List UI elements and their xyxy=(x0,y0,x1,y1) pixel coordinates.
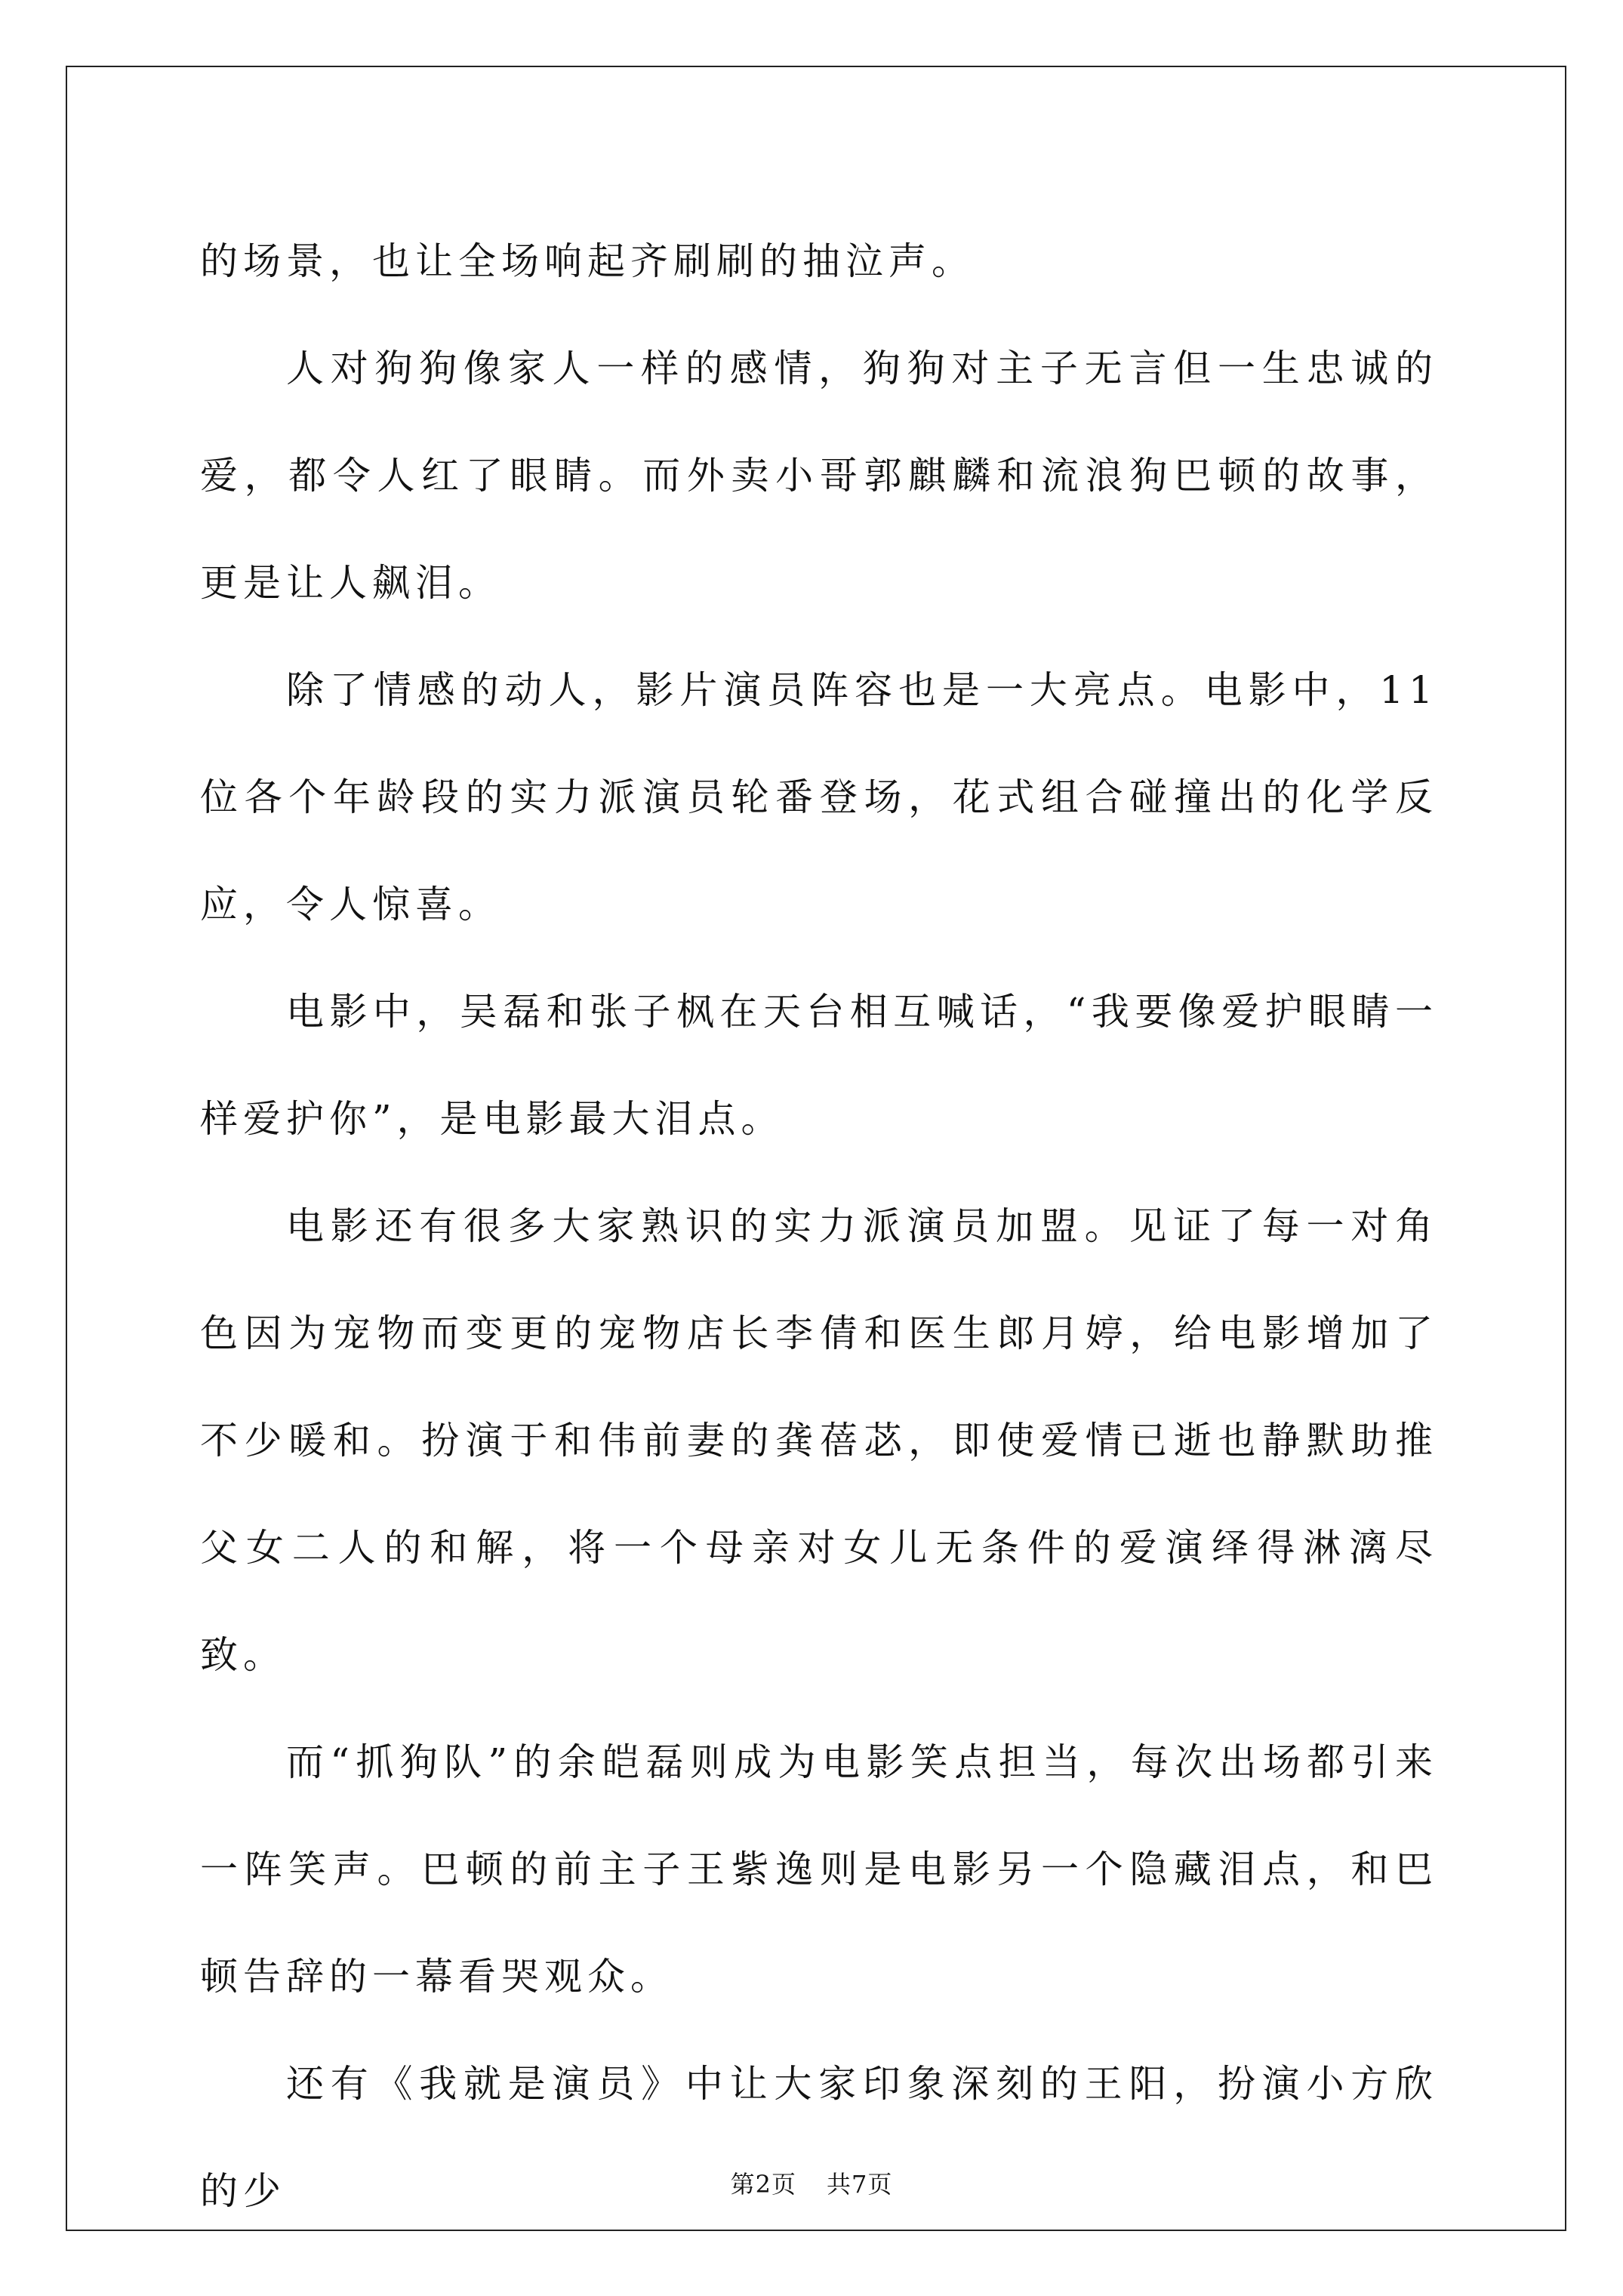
page-total: 共7页 xyxy=(827,2170,893,2199)
page-number: 第2页 xyxy=(730,2170,796,2199)
paragraph-5: 电影还有很多大家熟识的实力派演员加盟。见证了每一对角色因为宠物而变更的宠物店长李倩和医生郎月婷，给电影增加了不少暖和。扮演于和伟前妻的龚蓓苾，即使爱情已逝也静默助推父女二人的和解，将一个母亲对女儿无条件的爱演绎得淋漓尽致。 xyxy=(200,1204,1438,1677)
paragraph-7: 还有《我就是演员》中让大家印象深刻的王阳，扮演小方欣的少 xyxy=(200,2062,1438,2213)
paragraph-1: 的场景，也让全场响起齐刷刷的抽泣声。 xyxy=(200,239,975,283)
paragraph-4: 电影中，吴磊和张子枫在天台相互喊话，“我要像爱护眼睛一样爱护你”，是电影最大泪点。 xyxy=(200,990,1438,1141)
paragraph-2: 人对狗狗像家人一样的感情，狗狗对主子无言但一生忠诚的爱，都令人红了眼睛。而外卖小哥郭麒麟和流浪狗巴顿的故事，更是让人飙泪。 xyxy=(200,347,1438,605)
document-body xyxy=(200,208,1438,2245)
page-footer xyxy=(0,2165,1623,2200)
paragraph-6: 而“抓狗队”的余皑磊则成为电影笑点担当，每次出场都引来一阵笑声。巴顿的前主子王紫逸则是电影另一个隐藏泪点，和巴顿告辞的一幕看哭观众。 xyxy=(200,1740,1438,1999)
paragraph-3: 除了情感的动人，影片演员阵容也是一大亮点。电影中，11位各个年龄段的实力派演员轮番登场，花式组合碰撞出的化学反应，令人惊喜。 xyxy=(200,668,1438,926)
